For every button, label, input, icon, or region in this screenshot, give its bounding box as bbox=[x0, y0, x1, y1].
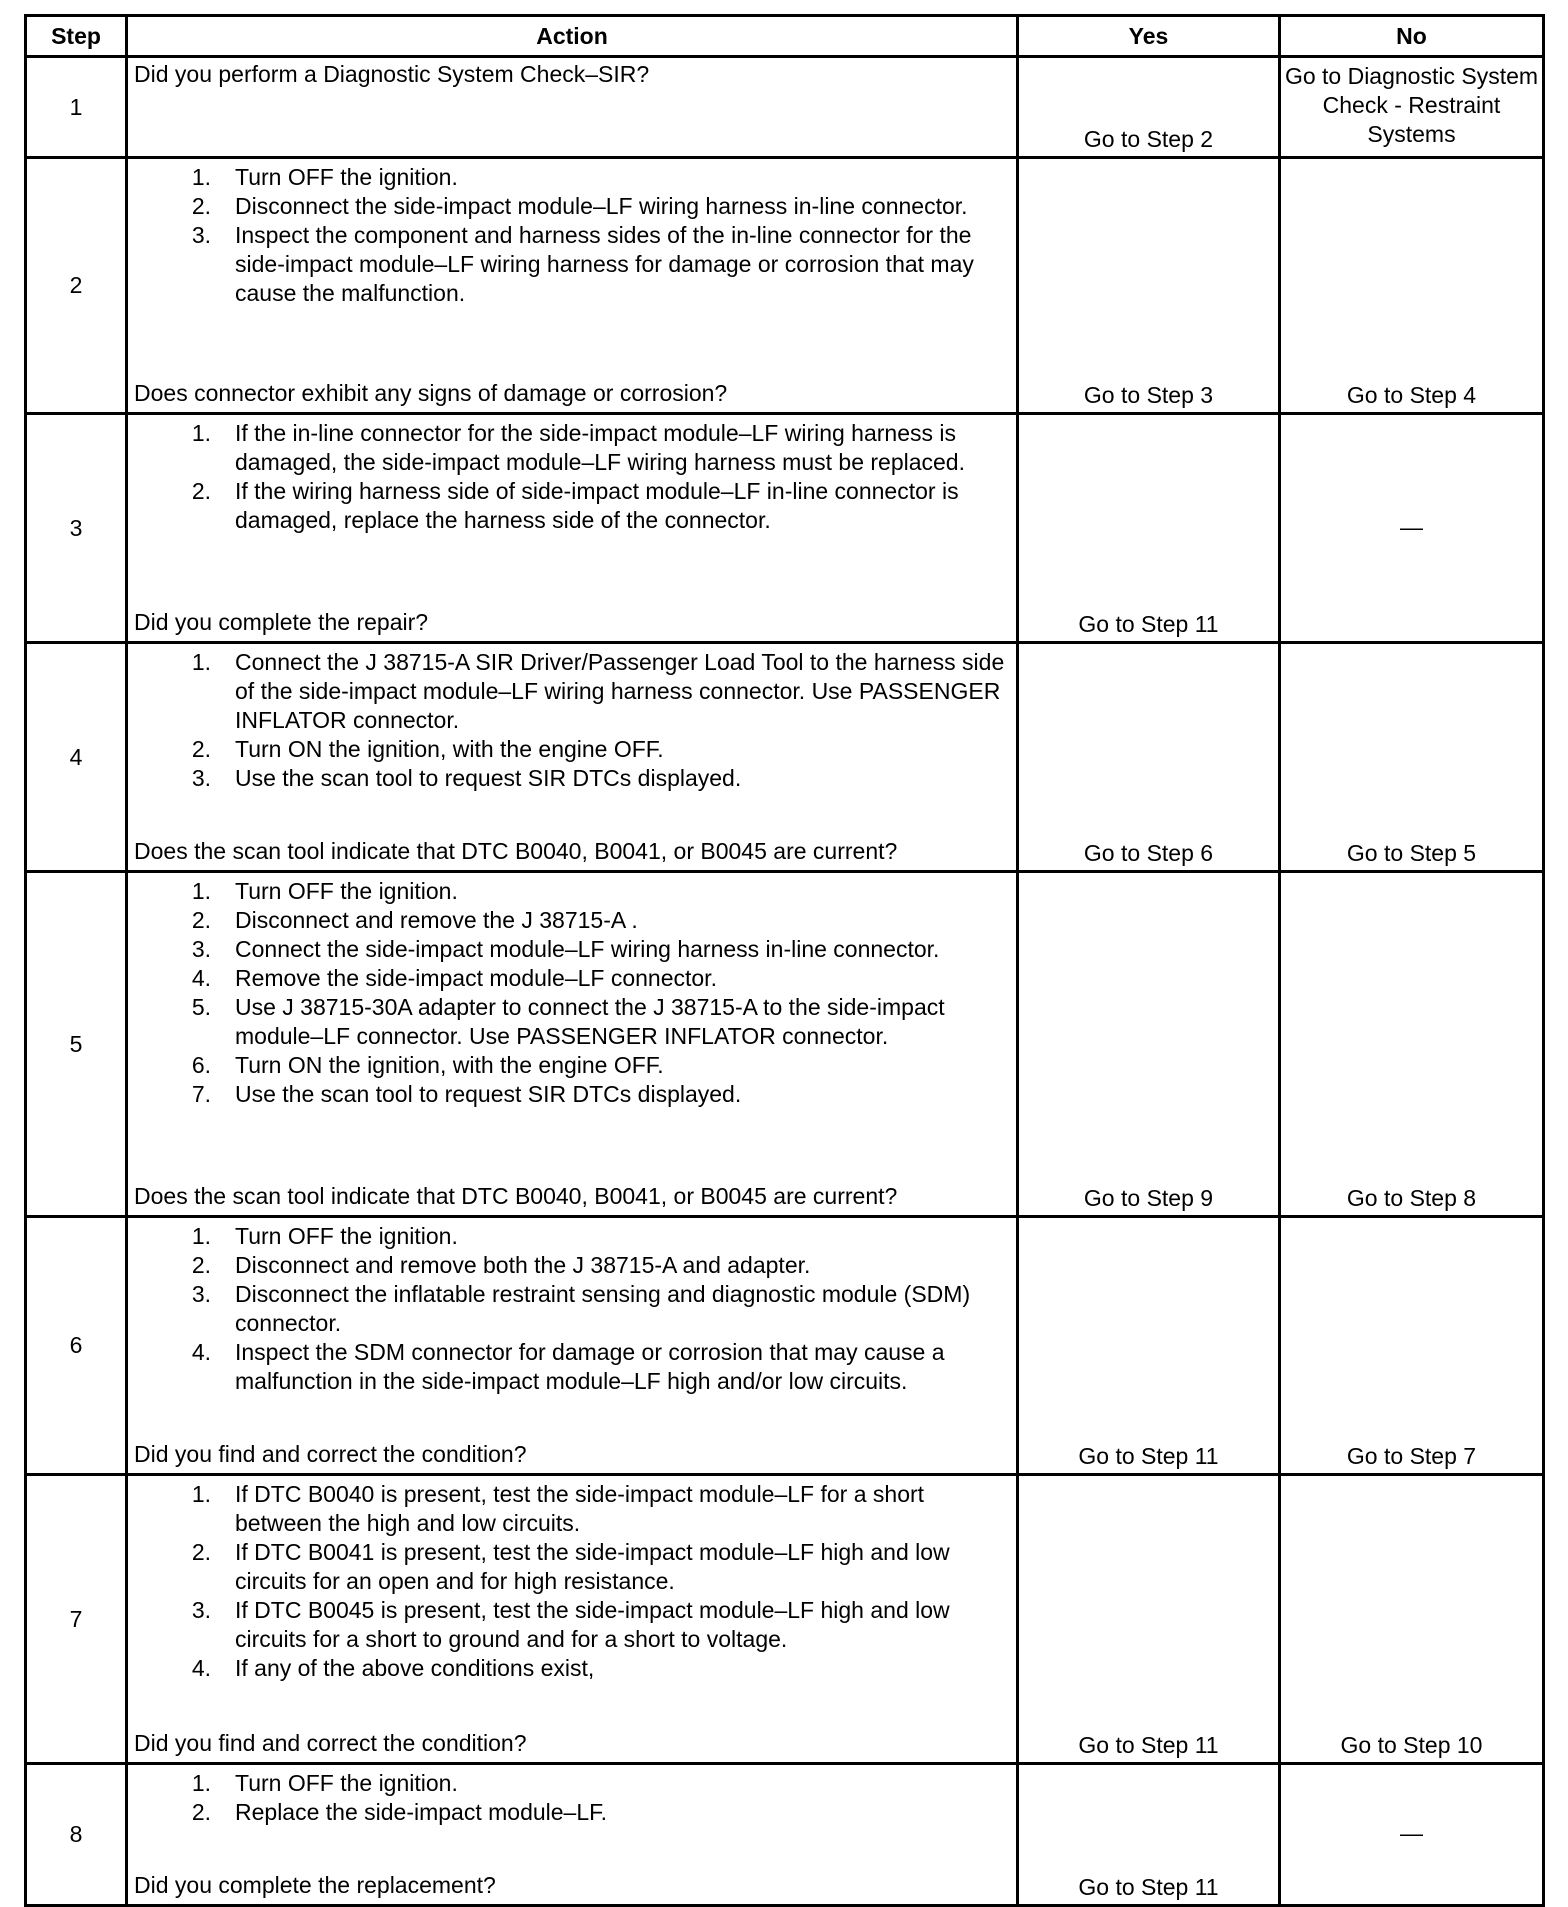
item-text: Remove the side-impact module–LF connector. bbox=[235, 965, 717, 991]
action-cell bbox=[127, 1475, 1018, 1764]
item-number: 3. bbox=[191, 765, 211, 791]
item-text: Connect the side-impact module–LF wiring harness in-line connector. bbox=[235, 936, 940, 962]
action-list bbox=[134, 1769, 1010, 1827]
item-number: 2. bbox=[191, 907, 211, 933]
item-number: 2. bbox=[191, 1539, 211, 1565]
item-text: Turn OFF the ignition. bbox=[235, 1770, 458, 1796]
no-result: Go to Diagnostic System Check - Restraint Systems bbox=[1280, 57, 1544, 158]
table-row bbox=[26, 1764, 1544, 1906]
item-text: Use the scan tool to request SIR DTCs displayed. bbox=[235, 765, 742, 791]
action-item bbox=[134, 935, 1010, 964]
action-item bbox=[134, 906, 1010, 935]
action-item bbox=[134, 648, 1010, 735]
no-result: Go to Step 8 bbox=[1280, 872, 1544, 1217]
item-number: 4. bbox=[191, 1655, 211, 1681]
item-number: 6. bbox=[191, 1052, 211, 1078]
yes-result: Go to Step 6 bbox=[1018, 643, 1280, 872]
action-item bbox=[134, 877, 1010, 906]
item-number: 1. bbox=[191, 1481, 211, 1507]
action-item bbox=[134, 1080, 1010, 1109]
item-text: If the in-line connector for the side-impact module–LF wiring harness is damaged, the side-impact module–LF wiring harness must be replaced. bbox=[235, 420, 965, 475]
item-text: If DTC B0045 is present, test the side-impact module–LF high and low circuits for a short to ground and for a short to voltage. bbox=[235, 1597, 950, 1652]
action-item bbox=[134, 163, 1010, 192]
item-number: 5. bbox=[191, 994, 211, 1020]
item-text: Inspect the component and harness sides of the in-line connector for the side-impact module–LF wiring harness for damage or corrosion that may cause the malfunction. bbox=[235, 222, 974, 306]
item-number: 4. bbox=[191, 965, 211, 991]
table-row bbox=[26, 414, 1544, 643]
step-number: 2 bbox=[26, 158, 127, 414]
action-item bbox=[134, 1222, 1010, 1251]
item-number: 3. bbox=[191, 1597, 211, 1623]
item-text: Turn OFF the ignition. bbox=[235, 164, 458, 190]
yes-result: Go to Step 9 bbox=[1018, 872, 1280, 1217]
yes-result: Go to Step 2 bbox=[1018, 57, 1280, 158]
action-cell bbox=[127, 414, 1018, 643]
yes-result: Go to Step 11 bbox=[1018, 414, 1280, 643]
action-item bbox=[134, 1538, 1010, 1596]
question: Did you complete the replacement? bbox=[134, 1872, 496, 1898]
item-number: 1. bbox=[191, 164, 211, 190]
yes-result: Go to Step 11 bbox=[1018, 1475, 1280, 1764]
step-number: 7 bbox=[26, 1475, 127, 1764]
item-number: 3. bbox=[191, 222, 211, 248]
action-cell bbox=[127, 1217, 1018, 1475]
item-number: 2. bbox=[191, 478, 211, 504]
action-cell bbox=[127, 872, 1018, 1217]
item-number: 3. bbox=[191, 1281, 211, 1307]
action-item bbox=[134, 419, 1010, 477]
action-item bbox=[134, 192, 1010, 221]
item-text: Use J 38715-30A adapter to connect the J 38715-A to the side-impact module–LF connector. Use PASSENGER INFLATOR connector. bbox=[235, 994, 945, 1049]
item-text: Replace the side-impact module–LF. bbox=[235, 1799, 608, 1825]
item-text: Connect the J 38715-A SIR Driver/Passenger Load Tool to the harness side of the side-impact module–LF wiring harness connector. Use PASSENGER INFLATOR connector. bbox=[235, 649, 1005, 733]
item-number: 4. bbox=[191, 1339, 211, 1365]
question: Did you find and correct the condition? bbox=[134, 1730, 527, 1756]
action-item bbox=[134, 1280, 1010, 1338]
action-list bbox=[134, 877, 1010, 1109]
item-text: Disconnect the inflatable restraint sensing and diagnostic module (SDM) connector. bbox=[235, 1281, 971, 1336]
yes-result: Go to Step 11 bbox=[1018, 1217, 1280, 1475]
header-no: No bbox=[1280, 16, 1544, 57]
item-number: 2. bbox=[191, 193, 211, 219]
item-number: 1. bbox=[191, 649, 211, 675]
action-list bbox=[134, 648, 1010, 793]
action-item bbox=[134, 1769, 1010, 1798]
step-number: 3 bbox=[26, 414, 127, 643]
item-text: If DTC B0040 is present, test the side-impact module–LF for a short between the high and low circuits. bbox=[235, 1481, 925, 1536]
item-text: Inspect the SDM connector for damage or corrosion that may cause a malfunction in the side-impact module–LF high and/or low circuits. bbox=[235, 1339, 945, 1394]
action-item bbox=[134, 964, 1010, 993]
item-number: 7. bbox=[191, 1081, 211, 1107]
step-number: 8 bbox=[26, 1764, 127, 1906]
item-text: Turn OFF the ignition. bbox=[235, 1223, 458, 1249]
item-number: 1. bbox=[191, 878, 211, 904]
step-number: 5 bbox=[26, 872, 127, 1217]
no-result: Go to Step 10 bbox=[1280, 1475, 1544, 1764]
header-action: Action bbox=[127, 16, 1018, 57]
step-number: 6 bbox=[26, 1217, 127, 1475]
item-number: 1. bbox=[191, 1223, 211, 1249]
no-result: Go to Step 7 bbox=[1280, 1217, 1544, 1475]
yes-result: Go to Step 3 bbox=[1018, 158, 1280, 414]
item-number: 1. bbox=[191, 1770, 211, 1796]
action-list bbox=[134, 1222, 1010, 1396]
item-text: Disconnect and remove the J 38715-A . bbox=[235, 907, 638, 933]
question: Did you find and correct the condition? bbox=[134, 1441, 527, 1467]
action-cell bbox=[127, 158, 1018, 414]
item-number: 2. bbox=[191, 1252, 211, 1278]
header-yes: Yes bbox=[1018, 16, 1280, 57]
table-row bbox=[26, 643, 1544, 872]
action-cell bbox=[127, 1764, 1018, 1906]
item-number: 2. bbox=[191, 736, 211, 762]
action-item bbox=[134, 477, 1010, 535]
no-result: — bbox=[1280, 414, 1544, 643]
action-item bbox=[134, 1654, 1010, 1683]
item-text: If the wiring harness side of side-impact module–LF in-line connector is damaged, replace the harness side of the connector. bbox=[235, 478, 959, 533]
action-item bbox=[134, 1798, 1010, 1827]
action-cell bbox=[127, 57, 1018, 158]
table-row bbox=[26, 57, 1544, 158]
action-cell bbox=[127, 643, 1018, 872]
item-text: Turn ON the ignition, with the engine OFF. bbox=[235, 1052, 664, 1078]
item-text: Turn OFF the ignition. bbox=[235, 878, 458, 904]
header-step: Step bbox=[26, 16, 127, 57]
action-item bbox=[134, 735, 1010, 764]
table-row bbox=[26, 1217, 1544, 1475]
item-text: Turn ON the ignition, with the engine OFF. bbox=[235, 736, 664, 762]
item-text: If any of the above conditions exist, bbox=[235, 1655, 595, 1681]
table-row bbox=[26, 1475, 1544, 1764]
question: Did you perform a Diagnostic System Check–SIR? bbox=[134, 61, 650, 87]
step-number: 4 bbox=[26, 643, 127, 872]
no-result: — bbox=[1280, 1764, 1544, 1906]
no-result: Go to Step 4 bbox=[1280, 158, 1544, 414]
item-text: Disconnect and remove both the J 38715-A and adapter. bbox=[235, 1252, 811, 1278]
action-list bbox=[134, 163, 1010, 308]
action-item bbox=[134, 1251, 1010, 1280]
item-text: If DTC B0041 is present, test the side-impact module–LF high and low circuits for an open and for high resistance. bbox=[235, 1539, 950, 1594]
step-number: 1 bbox=[26, 57, 127, 158]
action-item bbox=[134, 221, 1010, 308]
yes-result: Go to Step 11 bbox=[1018, 1764, 1280, 1906]
item-number: 2. bbox=[191, 1799, 211, 1825]
action-item bbox=[134, 1596, 1010, 1654]
action-item bbox=[134, 1338, 1010, 1396]
question: Did you complete the repair? bbox=[134, 609, 429, 635]
action-item bbox=[134, 993, 1010, 1051]
action-item bbox=[134, 1051, 1010, 1080]
question: Does connector exhibit any signs of damage or corrosion? bbox=[134, 380, 728, 406]
diagnostic-table bbox=[24, 14, 1545, 1907]
action-item bbox=[134, 1480, 1010, 1538]
action-list bbox=[134, 1480, 1010, 1683]
action-list bbox=[134, 419, 1010, 535]
question: Does the scan tool indicate that DTC B0040, B0041, or B0045 are current? bbox=[134, 1183, 898, 1209]
question: Does the scan tool indicate that DTC B0040, B0041, or B0045 are current? bbox=[134, 838, 898, 864]
table-row bbox=[26, 872, 1544, 1217]
header-row bbox=[26, 16, 1544, 57]
item-number: 3. bbox=[191, 936, 211, 962]
no-result: Go to Step 5 bbox=[1280, 643, 1544, 872]
action-item bbox=[134, 764, 1010, 793]
table-row bbox=[26, 158, 1544, 414]
item-text: Disconnect the side-impact module–LF wiring harness in-line connector. bbox=[235, 193, 968, 219]
item-text: Use the scan tool to request SIR DTCs displayed. bbox=[235, 1081, 742, 1107]
item-number: 1. bbox=[191, 420, 211, 446]
